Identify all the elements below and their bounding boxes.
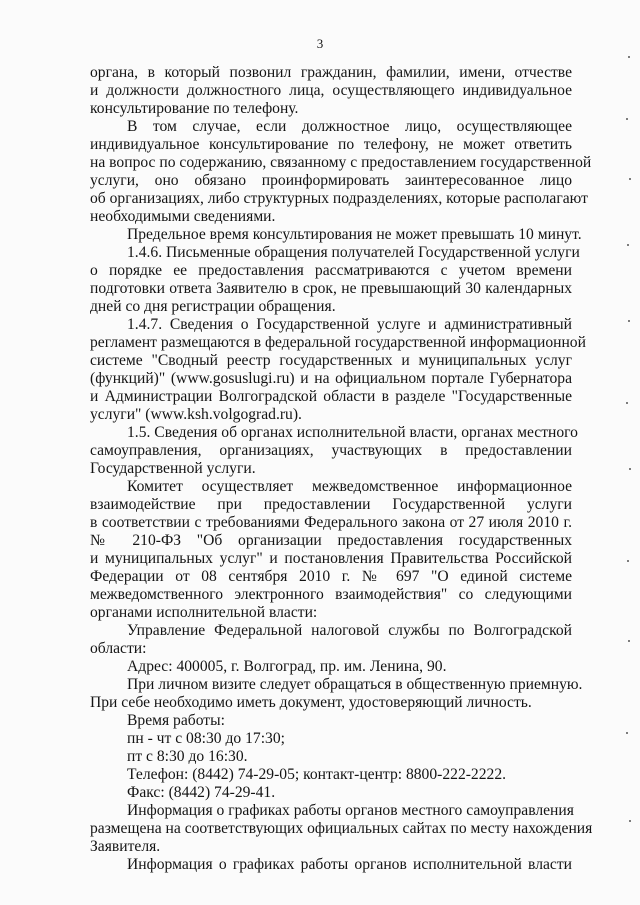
- text-line: органами исполнительной власти:: [90, 604, 318, 621]
- text-line: Время работы:: [127, 712, 225, 729]
- scan-speck: [629, 820, 631, 822]
- text-line: Информация о графиках работы органов местного самоуправления: [127, 802, 574, 819]
- text-line: № 210-ФЗ "Об организации предоставления государственных: [90, 532, 572, 549]
- page-number: 3: [316, 36, 324, 51]
- scan-speck: [626, 732, 628, 734]
- text-line: 1.4.6. Письменные обращения получателей Государственной услуги: [127, 244, 580, 261]
- text-line: пт с 8:30 до 16:30.: [127, 748, 248, 765]
- text-line: Предельное время консультирования не может превышать 10 минут.: [127, 226, 582, 243]
- text-line: При личном визите следует обращаться в общественную приемную.: [127, 676, 583, 693]
- text-line: 1.4.7. Сведения о Государственной услуге и административный: [127, 316, 572, 333]
- text-line: Управление Федеральной налоговой службы по Волгоградской: [127, 622, 572, 639]
- scan-speck: [628, 320, 630, 322]
- text-line: самоуправления, организациях, участвующих в предоставлении: [90, 442, 572, 459]
- text-line: Заявителя.: [90, 838, 161, 855]
- text-line: области:: [90, 640, 147, 657]
- text-line: дней со дня регистрации обращения.: [90, 298, 336, 315]
- text-line: Федерации от 08 сентября 2010 г. № 697 "О единой системе: [90, 568, 572, 585]
- text-line: системе "Сводный реестр государственных и муниципальных услуг: [90, 352, 572, 369]
- text-line: пн - чт с 08:30 до 17:30;: [127, 730, 285, 747]
- scan-speck: [627, 244, 629, 246]
- text-line: и Администрации Волгоградской области в разделе "Государственные: [90, 388, 572, 405]
- text-line: 1.5. Сведения об органах исполнительной власти, органах местного: [127, 424, 578, 441]
- text-line: Комитет осуществляет межведомственное информационное: [127, 478, 572, 495]
- text-line: Факс: (8442) 74-29-41.: [127, 784, 276, 801]
- scan-speck: [628, 640, 630, 642]
- text-line: и должности должностного лица, осуществляющего индивидуальное: [90, 82, 572, 99]
- text-line: на вопрос по содержанию, связанному с предоставлением государственной: [90, 154, 592, 171]
- text-line: межведомственного электронного взаимодействия" со следующими: [90, 586, 572, 603]
- text-line: Государственной услуги.: [90, 460, 256, 477]
- text-line: (функций)" (www.gosuslugi.ru) и на официальном портале Губернатора: [90, 370, 572, 387]
- scan-speck: [629, 468, 631, 470]
- text-line: регламент размещаются в федеральной государственной информационной: [90, 334, 586, 351]
- text-line: взаимодействие при предоставлении Государственной услуги: [90, 496, 572, 513]
- scan-speck: [629, 178, 631, 180]
- scan-speck: [626, 118, 628, 120]
- text-line: услуги, оно обязано проинформировать заинтересованное лицо: [90, 172, 572, 189]
- text-line: и муниципальных услуг" и постановления Правительства Российской: [90, 550, 572, 567]
- text-line: Информация о графиках работы органов исполнительной власти: [127, 856, 572, 873]
- scan-speck: [627, 560, 629, 562]
- scan-speck: [628, 56, 630, 58]
- text-line: размещена на соответствующих официальных сайтах по месту нахождения: [90, 820, 593, 837]
- text-line: в соответствии с требованиями Федерального закона от 27 июля 2010 г.: [90, 514, 572, 531]
- text-line: консультирование по телефону.: [90, 100, 299, 117]
- text-line: Адрес: 400005, г. Волгоград, пр. им. Ленина, 90.: [127, 658, 447, 675]
- text-line: При себе необходимо иметь документ, удостоверяющий личность.: [90, 694, 532, 711]
- text-line: об организациях, либо структурных подразделениях, которые располагают: [90, 190, 588, 207]
- text-line: о порядке ее предоставления рассматриваются с учетом времени: [90, 262, 572, 279]
- text-line: Телефон: (8442) 74-29-05; контакт-центр: 8800-222-2222.: [127, 766, 507, 783]
- text-line: индивидуальное консультирование по телефону, не может ответить: [90, 136, 572, 153]
- text-line: необходимыми сведениями.: [90, 208, 276, 225]
- text-line: подготовки ответа Заявителю в срок, не превышающий 30 календарных: [90, 280, 572, 297]
- scan-speck: [626, 402, 628, 404]
- text-line: услуги" (www.ksh.volgograd.ru).: [90, 406, 302, 423]
- text-line: органа, в который позвонил гражданин, фамилии, имени, отчестве: [90, 64, 572, 81]
- text-line: В том случае, если должностное лицо, осуществляющее: [127, 118, 572, 135]
